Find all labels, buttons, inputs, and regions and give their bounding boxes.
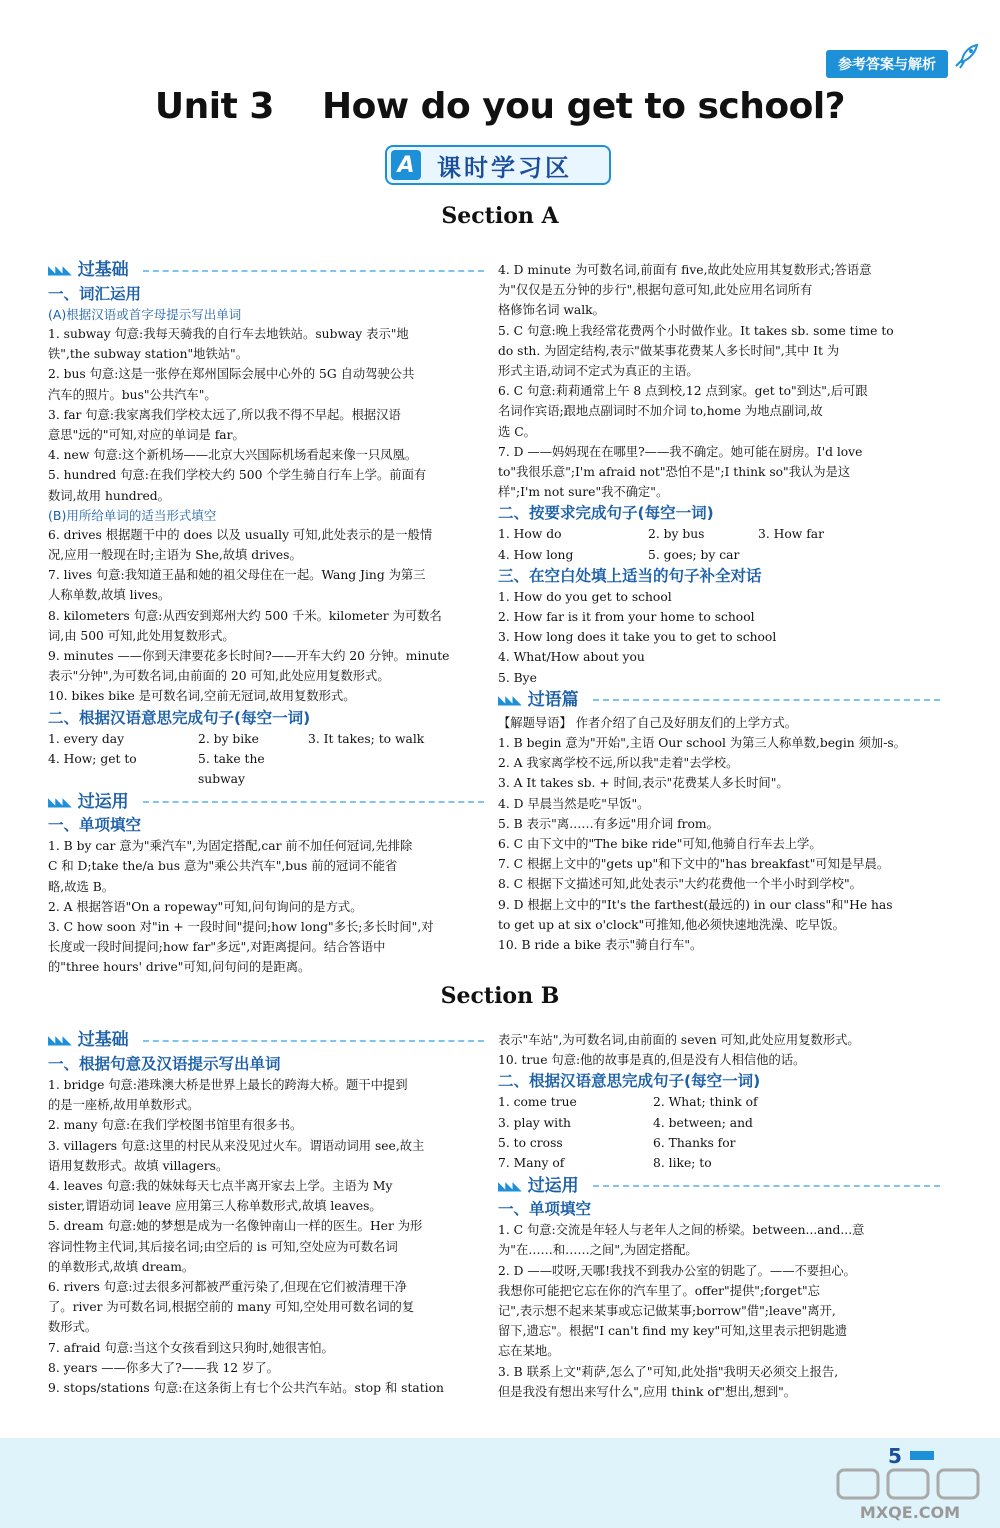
block-heading bbox=[48, 1028, 484, 1053]
answer-line: 6. rivers 句意:过去很多河都被严重污染了,但现在它们被清理干净 bbox=[48, 1280, 407, 1295]
heading-divider bbox=[143, 801, 484, 803]
answer-cell: 7. Many of bbox=[498, 1156, 565, 1171]
zone-letter-icon: A bbox=[391, 150, 421, 180]
answer-cell: 5. goes; by car bbox=[648, 547, 740, 562]
answer-cell bbox=[758, 545, 878, 565]
answer-line: 表示"车站",为可数名词,由前面的 seven 可知,此处应用复数形式。 bbox=[498, 1033, 860, 1047]
answer-cell: 1. every day bbox=[48, 731, 125, 746]
answer-line: 4. leaves 句意:我的妹妹每天七点半离开家去上学。主语为 My bbox=[48, 1179, 393, 1194]
zone-title: 课时学习区 bbox=[437, 153, 572, 182]
answer-line: 选 C。 bbox=[498, 424, 536, 439]
lesson-zone-banner bbox=[385, 145, 611, 185]
answer-line: 但是我没有想出来写什么",应用 think of"想出,想到"。 bbox=[498, 1384, 797, 1399]
answer-line: 词,由 500 可知,此处用复数形式。 bbox=[48, 628, 235, 643]
answer-cell: 5. take the subway bbox=[198, 751, 265, 787]
answer-line: 6. C 句意:莉莉通常上午 8 点到校,12 点到家。get to"到达",后可跟 bbox=[498, 384, 868, 399]
exercise-subheading: (A)根据汉语或首字母提示写出单词 bbox=[48, 307, 242, 322]
answer-grid-row bbox=[498, 1153, 940, 1173]
answer-line: 1. subway 句意:我每天骑我的自行车去地铁站。subway 表示"地 bbox=[48, 327, 409, 341]
answer-line: 留下,遗忘"。根据"I can't find my key"可知,这里表示把钥匙遗 bbox=[498, 1324, 848, 1339]
answer-line: 的"three hours' drive"可知,问句问的是距离。 bbox=[48, 960, 311, 975]
heading-marker-icon: ◣◣◣ bbox=[498, 1178, 520, 1193]
answer-cell: 3. play with bbox=[498, 1115, 571, 1130]
section-a-title: Section A bbox=[441, 203, 559, 229]
answer-line: 3. A It takes sb. + 时间,表示"花费某人多长时间"。 bbox=[498, 776, 789, 791]
answer-line: 2. A 我家离学校不远,所以我"走着"去学校。 bbox=[498, 756, 739, 771]
answer-line: 4. D 早晨当然是吃"早饭"。 bbox=[498, 796, 650, 811]
block-heading bbox=[48, 258, 484, 283]
answer-line: 5. C 句意:晚上我经常花费两个小时做作业。It takes sb. some time to bbox=[498, 323, 894, 338]
block-heading bbox=[48, 789, 484, 814]
section-b-title: Section B bbox=[440, 983, 560, 1009]
answer-line: 1. C 句意:交流是年轻人与老年人之间的桥梁。between...and...意 bbox=[498, 1223, 865, 1238]
answer-line: 9. stops/stations 句意:在这条街上有七个公共汽车站。stop 和 station bbox=[48, 1381, 444, 1396]
answer-cell: 8. like; to bbox=[653, 1156, 712, 1171]
answer-line: 7. lives 句意:我知道王晶和她的祖父母住在一起。Wang Jing 为第三 bbox=[48, 568, 426, 583]
heading-marker-icon: ◣◣◣ bbox=[48, 263, 70, 278]
answer-line: 4. D minute 为可数名词,前面有 five,故此处应用其复数形式;答语意 bbox=[498, 263, 872, 277]
block-heading-text: 过语篇 bbox=[527, 690, 579, 711]
answer-cell: 4. How; get to bbox=[48, 751, 137, 766]
answer-line: 4. new 句意:这个新机场——北京大兴国际机场看起来像一只凤凰。 bbox=[48, 448, 418, 463]
section-a-right-column bbox=[498, 260, 940, 955]
exercise-heading: 一、词汇运用 bbox=[48, 285, 142, 303]
answer-line: 【解题导语】 作者介绍了自己及好朋友们的上学方式。 bbox=[498, 715, 798, 730]
answer-cell: 1. come true bbox=[498, 1095, 577, 1110]
answer-line: 长度或一段时间提问;how far"多远",对距离提问。结合答语中 bbox=[48, 940, 386, 955]
heading-divider bbox=[593, 699, 940, 701]
answer-line: 的单数形式,故填 dream。 bbox=[48, 1259, 195, 1274]
answer-line: 5. hundred 句意:在我们学校大约 500 个学生骑自行车上学。前面有 bbox=[48, 468, 427, 483]
section-a-left-column bbox=[48, 258, 484, 978]
answer-line: 4. What/How about you bbox=[498, 650, 645, 665]
answer-line: 10. bikes bike 是可数名词,空前无冠词,故用复数形式。 bbox=[48, 689, 356, 704]
answer-line: 2. D ——哎呀,天哪!我找不到我办公室的钥匙了。——不要担心。 bbox=[498, 1263, 856, 1278]
exercise-heading: 一、单项填空 bbox=[48, 816, 142, 835]
answer-line: 意思"远的"可知,对应的单词是 far。 bbox=[48, 428, 245, 443]
answer-line: 况,应用一般现在时;主语为 She,故填 drives。 bbox=[48, 548, 302, 563]
answer-line: 3. B 联系上文"莉萨,怎么了"可知,此处指"我明天必须交上报告, bbox=[498, 1364, 839, 1379]
answer-cell: 4. How long bbox=[498, 547, 574, 562]
answer-line: 8. C 根据下文描述可知,此处表示"大约花费他一个半小时到学校"。 bbox=[498, 877, 862, 892]
answer-line: to get up at six o'clock"可推知,他必须快速地洗澡、吃早饭。 bbox=[498, 917, 845, 932]
block-heading-text: 过基础 bbox=[77, 1030, 129, 1051]
answer-cell: 2. by bike bbox=[198, 731, 259, 746]
answer-line: 1. bridge 句意:港珠澳大桥是世界上最长的跨海大桥。题干中提到 bbox=[48, 1078, 408, 1092]
answer-line: 形式主语,动词不定式为真正的主语。 bbox=[498, 364, 699, 379]
section-b-left-column bbox=[48, 1028, 484, 1398]
answer-cell: 2. by bus bbox=[648, 527, 705, 542]
answer-grid-row bbox=[498, 1113, 940, 1133]
answer-line: 为"仅仅是五分钟的步行",根据句意可知,此处应用名词所有 bbox=[498, 283, 813, 298]
section-b-right-column bbox=[498, 1030, 940, 1402]
answer-line: 格修饰名词 walk。 bbox=[498, 303, 605, 318]
answer-line: 汽车的照片。bus"公共汽车"。 bbox=[48, 387, 217, 402]
heading-divider bbox=[143, 270, 484, 272]
exercise-subheading: (B)用所给单词的适当形式填空 bbox=[48, 507, 217, 523]
answer-line: 为"在……和……之间",为固定搭配。 bbox=[498, 1243, 698, 1258]
exercise-heading: 二、根据汉语意思完成句子(每空一词) bbox=[498, 1072, 761, 1091]
answer-line: 表示"分钟",为可数名词,由前面的 20 可知,此处应用复数形式。 bbox=[48, 669, 390, 684]
answer-line: 5. B 表示"离……有多远"用介词 from。 bbox=[498, 816, 719, 831]
answer-cell: 6. Thanks for bbox=[653, 1135, 736, 1150]
answer-line: 7. D ——妈妈现在在哪里?——我不确定。她可能在厨房。I'd love bbox=[498, 444, 863, 459]
answer-line: 人称单数,故填 lives。 bbox=[48, 588, 171, 603]
answer-line: 略,故选 B。 bbox=[48, 879, 115, 894]
page-number: 5 bbox=[888, 1444, 902, 1468]
answer-line: 我想你可能把它忘在你的汽车里了。offer"提供";forget"忘 bbox=[498, 1283, 820, 1298]
answer-cell: 4. between; and bbox=[653, 1115, 753, 1130]
answer-line: 名词作宾语;跟地点副词时不加介词 to,home 为地点副词,故 bbox=[498, 404, 823, 419]
rocket-icon bbox=[950, 42, 980, 72]
block-heading bbox=[498, 688, 940, 713]
answer-grid-row bbox=[498, 524, 940, 544]
answer-line: 8. kilometers 句意:从西安到郑州大约 500 千米。kilometer 为可数名 bbox=[48, 608, 442, 623]
answer-line: 3. C how soon 对"in + 一段时间"提问;how long"多长;多长时间",对 bbox=[48, 920, 434, 935]
exercise-heading: 二、按要求完成句子(每空一词) bbox=[498, 504, 714, 523]
answer-line: 3. far 句意:我家离我们学校太远了,所以我不得不早起。根据汉语 bbox=[48, 407, 401, 422]
heading-marker-icon: ◣◣◣ bbox=[498, 693, 520, 708]
answer-cell: 2. What; think of bbox=[653, 1095, 758, 1110]
exercise-heading: 二、根据汉语意思完成句子(每空一词) bbox=[48, 708, 311, 727]
block-heading-text: 过运用 bbox=[77, 791, 129, 812]
page-number-bar bbox=[910, 1451, 934, 1460]
answer-line: 数形式。 bbox=[48, 1320, 98, 1335]
answer-line: 3. villagers 句意:这里的村民从来没见过火车。谓语动词用 see,故主 bbox=[48, 1138, 425, 1153]
answer-cell: 3. It takes; to walk bbox=[308, 731, 425, 746]
answer-line: 5. Bye bbox=[498, 670, 537, 685]
heading-divider bbox=[593, 1185, 940, 1187]
answer-line: 7. afraid 句意:当这个女孩看到这只狗时,她很害怕。 bbox=[48, 1340, 334, 1355]
answer-line: 忘在某地。 bbox=[498, 1344, 560, 1359]
heading-marker-icon: ◣◣◣ bbox=[48, 1033, 70, 1048]
answer-line: 6. C 由下文中的"The bike ride"可知,他骑自行车去上学。 bbox=[498, 837, 822, 852]
answer-grid-row bbox=[498, 545, 940, 565]
answer-line: 语用复数形式。故填 villagers。 bbox=[48, 1158, 229, 1173]
answer-grid-row bbox=[498, 1133, 940, 1153]
block-heading bbox=[498, 1173, 940, 1198]
answer-line: 1. B begin 意为"开始",主语 Our school 为第三人称单数,begin 须加-s。 bbox=[498, 736, 906, 751]
answer-line: sister,谓语动词 leave 应用第三人称单数形式,故填 leaves。 bbox=[48, 1199, 382, 1214]
answer-cell: 3. How far bbox=[758, 527, 824, 542]
block-heading-text: 过运用 bbox=[527, 1175, 579, 1196]
answer-cell bbox=[308, 749, 428, 789]
answer-line: 2. How far is it from your home to school bbox=[498, 610, 755, 625]
answer-line: 1. How do you get to school bbox=[498, 589, 672, 604]
answer-line: C 和 D;take the/a bus 意为"乘公共汽车",bus 前的冠词不能省 bbox=[48, 859, 398, 874]
answer-grid-row bbox=[498, 1092, 940, 1112]
exercise-heading: 一、单项填空 bbox=[498, 1200, 592, 1219]
answer-line: 1. B by car 意为"乘汽车",为固定搭配,car 前不加任何冠词,先排除 bbox=[48, 839, 413, 854]
answer-line: 数词,故用 hundred。 bbox=[48, 488, 170, 503]
answer-line: do sth. 为固定结构,表示"做某事花费某人多长时间",其中 It 为 bbox=[498, 343, 840, 358]
answer-line: 2. bus 句意:这是一张停在郑州国际会展中心外的 5G 自动驾驶公共 bbox=[48, 367, 415, 382]
svg-text:MXQE.COM: MXQE.COM bbox=[859, 1503, 961, 1522]
answer-line: 5. dream 句意:她的梦想是成为一名像钟南山一样的医生。Her 为形 bbox=[48, 1219, 423, 1234]
answer-line: 9. D 根据上文中的"It's the farthest(最远的) in our class"和"He has bbox=[498, 897, 893, 912]
answer-line: 9. minutes ——你到天津要花多长时间?——开车大约 20 分钟。minute bbox=[48, 649, 450, 664]
answer-line: 记",表示想不起来某事或忘记做某事;borrow"借";leave"离开, bbox=[498, 1304, 836, 1319]
answer-line: 3. How long does it take you to get to school bbox=[498, 630, 777, 645]
block-heading-text: 过基础 bbox=[77, 260, 129, 281]
answer-grid-row bbox=[48, 729, 484, 749]
answer-line: 了。river 为可数名词,根据空前的 many 可知,空处用可数名词的复 bbox=[48, 1300, 415, 1315]
unit-title: Unit 3 How do you get to school? bbox=[154, 86, 846, 127]
exercise-heading: 三、在空白处填上适当的句子补全对话 bbox=[498, 566, 762, 585]
answer-line: 2. many 句意:在我们学校图书馆里有很多书。 bbox=[48, 1118, 303, 1133]
answer-line: 的是一座桥,故用单数形式。 bbox=[48, 1098, 200, 1113]
answer-line: to"我很乐意";I'm afraid not"恐怕不是";I think so"我认为是这 bbox=[498, 465, 851, 480]
answer-key-badge: 参考答案与解析 bbox=[826, 50, 948, 78]
answer-line: 2. A 根据答语"On a ropeway"可知,问句询问的是方式。 bbox=[48, 899, 363, 914]
answer-line: 10. true 句意:他的故事是真的,但是没有人相信他的话。 bbox=[498, 1053, 806, 1068]
answer-line: 样";I'm not sure"我不确定"。 bbox=[498, 485, 669, 500]
answer-line: 铁",the subway station"地铁站"。 bbox=[48, 347, 249, 362]
answer-cell: 1. How do bbox=[498, 527, 562, 542]
answer-line: 6. drives 根据题干中的 does 以及 usually 可知,此处表示的是一般情 bbox=[48, 527, 433, 542]
heading-marker-icon: ◣◣◣ bbox=[48, 794, 70, 809]
answer-line: 容词性物主代词,其后接名词;由空后的 is 可知,空处应为可数名词 bbox=[48, 1239, 398, 1254]
answer-line: 7. C 根据上文中的"gets up"和下文中的"has breakfast"可知是早晨。 bbox=[498, 857, 890, 872]
watermark-logo bbox=[832, 1466, 992, 1522]
answer-line: 10. B ride a bike 表示"骑自行车"。 bbox=[498, 938, 703, 953]
answer-line: 8. years ——你多大了?——我 12 岁了。 bbox=[48, 1360, 279, 1375]
heading-divider bbox=[143, 1040, 484, 1042]
answer-cell: 5. to cross bbox=[498, 1135, 563, 1150]
answer-grid-row bbox=[48, 749, 484, 789]
exercise-heading: 一、根据句意及汉语提示写出单词 bbox=[48, 1055, 281, 1073]
